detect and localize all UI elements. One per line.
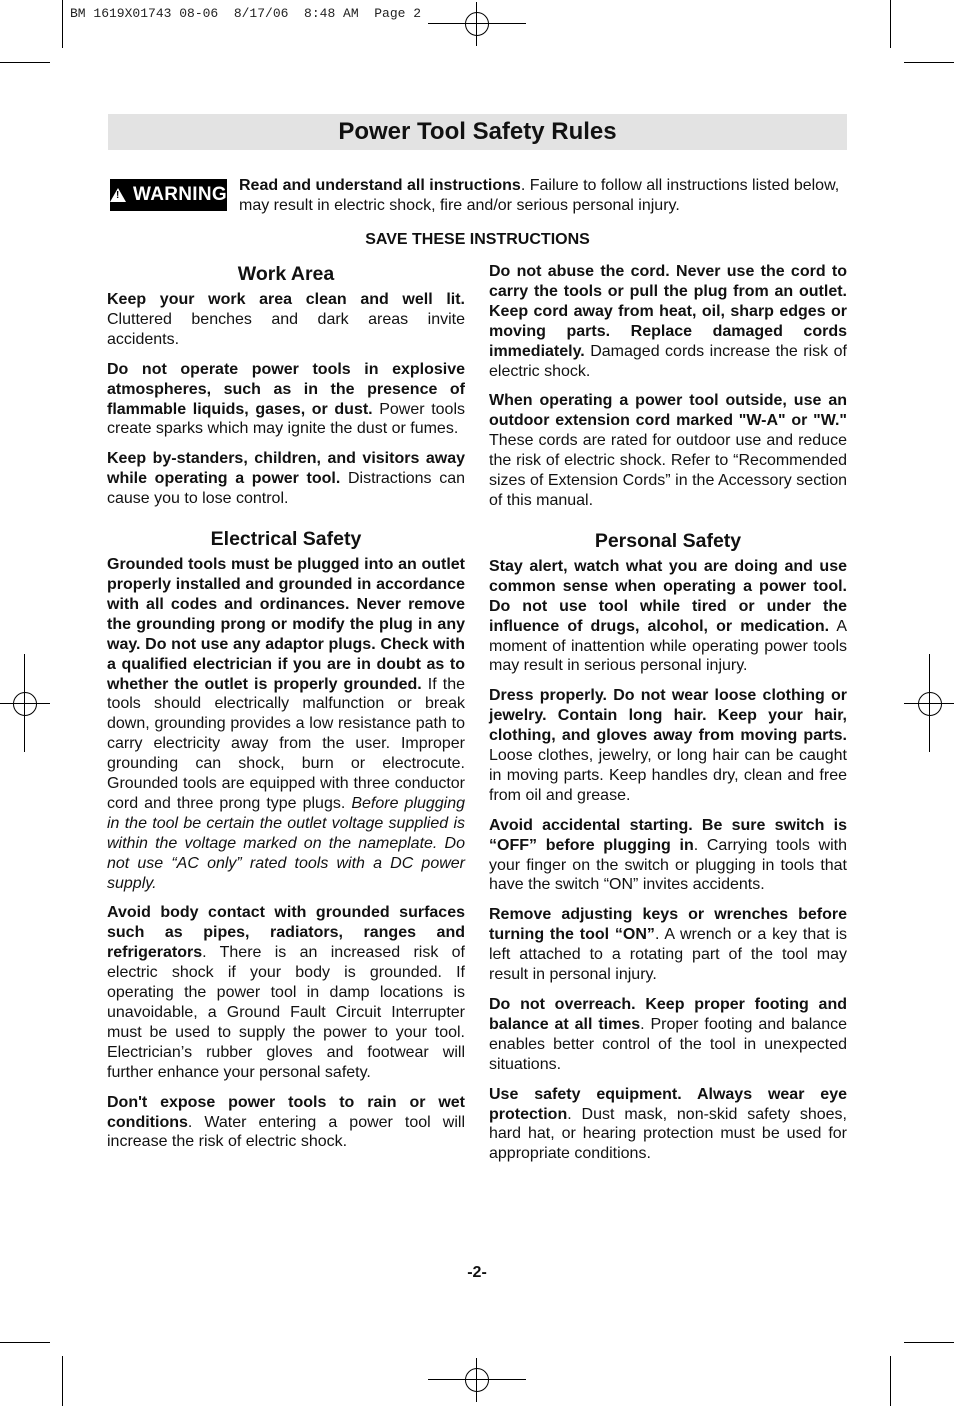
- rule-text: A moment of inattention while operating power tools may result in serious personal injury.: [489, 617, 848, 675]
- registration-line: [476, 1358, 477, 1402]
- paragraph: [107, 903, 465, 1082]
- rule-text: . There is an increased risk of electric shock if your body is grounded. If operating the power tool in damp locations is unavoidable, a Ground Fault Circuit Interrupter must be used to supply the power to your tool. Electrician’s rubber gloves and footwear will further enhance your personal safety.: [107, 944, 465, 1081]
- registration-line: [428, 23, 526, 24]
- paragraph: [489, 557, 847, 676]
- paragraph: [107, 449, 465, 509]
- rule-italic: Before plugging in the tool be certain the outlet voltage supplied is within the voltage marked on the nameplate. Do not use “AC only” rated tools with a DC power supply.: [107, 794, 466, 892]
- page-title: Power Tool Safety Rules: [338, 118, 617, 145]
- warning-triangle-icon: [110, 188, 126, 202]
- rule-bold: Dress properly. Do not wear loose clothing or jewelry. Contain long hair. Keep your hair, clothing, and gloves away from moving parts.: [489, 687, 847, 745]
- rule-text: Loose clothes, jewelry, or long hair can be caught in moving parts. Keep handles dry, clean and free from oil and grease.: [489, 747, 847, 804]
- rule-text: Cluttered benches and dark areas invite accidents.: [107, 310, 465, 348]
- rule-bold: Keep by-standers, children, and visitors away while operating a power tool.: [107, 450, 465, 488]
- rule-bold: Do not operate power tools in explosive atmospheres, such as in the presence of flammable liquids, gases, or dust.: [107, 360, 465, 418]
- warning-intro-text: . Failure to follow all instructions listed below, may result in electric shock, fire and/or serious personal injury.: [239, 177, 840, 214]
- rule-bold: Stay alert, watch what you are doing and use common sense when operating a power tool. Do not use tool while tired or under the influence of drugs, alcohol, or medication.: [489, 557, 847, 635]
- registration-mark-top: [465, 12, 489, 36]
- registration-line: [24, 654, 25, 752]
- rule-bold: Keep your work area clean and well lit.: [107, 291, 465, 308]
- rule-text: Power tools create sparks which may ignite the dust or fumes.: [107, 400, 465, 438]
- rule-text: . Water entering a power tool will increase the risk of electric shock.: [107, 1113, 465, 1151]
- registration-line: [0, 703, 50, 704]
- rule-bold: Use safety equipment. Always wear eye protection: [489, 1085, 847, 1123]
- save-instructions: SAVE THESE INSTRUCTIONS: [365, 231, 590, 248]
- warning-intro: [239, 176, 847, 216]
- registration-line: [929, 654, 930, 752]
- warning-label: WARNING: [133, 184, 227, 205]
- crop-mark: [904, 1342, 954, 1343]
- registration-mark-bottom: [465, 1368, 489, 1392]
- paragraph: [489, 816, 847, 896]
- registration-line: [476, 2, 477, 46]
- crop-mark: [0, 1342, 50, 1343]
- crop-mark: [890, 0, 891, 48]
- section-heading-electrical-safety: Electrical Safety: [210, 528, 362, 551]
- rule-text: . Proper footing and balance enables better control of the tool in unexpected situations.: [489, 1015, 848, 1073]
- crop-mark: [62, 1356, 63, 1406]
- paragraph: [489, 686, 847, 805]
- rule-bold: Do not overreach. Keep proper footing and balance at all times: [489, 996, 847, 1033]
- rule-text: Damaged cords increase the risk of electric shock.: [489, 342, 847, 380]
- crop-mark: [62, 0, 63, 48]
- paragraph: [489, 1085, 847, 1165]
- title-bar: [108, 114, 847, 150]
- crop-mark: [890, 1356, 891, 1406]
- paragraph: [489, 391, 847, 510]
- rule-bold: Avoid accidental starting. Be sure switch is “OFF” before plugging in: [489, 816, 847, 854]
- rule-bold: Don't expose power tools to rain or wet conditions: [107, 1093, 465, 1131]
- rule-text: . A wrench or a key that is left attached to a rotating part of the tool may result in personal injury.: [489, 926, 848, 984]
- crop-mark: [904, 62, 954, 63]
- rule-bold: When operating a power tool outside, use an outdoor extension cord marked "W-A" or "W.": [489, 392, 847, 430]
- section-heading-personal-safety: Personal Safety: [594, 529, 742, 552]
- rule-bold: Remove adjusting keys or wrenches before turning the tool “ON”: [489, 906, 847, 944]
- warning-intro-bold: Read and understand all instructions: [239, 177, 521, 194]
- rule-bold: Avoid body contact with grounded surfaces such as pipes, radiators, ranges and refrigerators: [107, 904, 465, 962]
- paragraph: [107, 1093, 465, 1153]
- paragraph: [489, 905, 847, 985]
- rule-text: . Carrying tools with your finger on the switch or plugging in tools that have the switch “ON” invites accidents.: [489, 836, 847, 894]
- paragraph: [489, 262, 847, 381]
- registration-mark-left: [13, 692, 37, 716]
- left-column: [107, 262, 465, 1162]
- crop-mark: [0, 62, 50, 63]
- print-header: BM 1619X01743 08-06 8/17/06 8:48 AM Page 2: [70, 6, 422, 21]
- warning-badge: [110, 179, 227, 211]
- rule-bold: Grounded tools must be plugged into an outlet properly installed and grounded in accordance with all codes and ordinances. Never remove the grounding prong or modify the plug in any way. Do not use any adaptor plugs. Check with a qualified electrician if you are in doubt as to whether the outlet is properly grounded.: [107, 556, 465, 693]
- rule-text: . Dust mask, non-skid safety shoes, hard hat, or hearing protection must be used for appropriate conditions.: [489, 1105, 847, 1163]
- rule-bold: Do not abuse the cord. Never use the cord to carry the tools or pull the plug from an outlet. Keep cord away from heat, oil, sharp edges or moving parts. Replace damaged cords immediately.: [489, 263, 847, 360]
- paragraph: [107, 290, 465, 350]
- right-column: [489, 262, 847, 1174]
- paragraph: [107, 360, 465, 440]
- paragraph: [489, 995, 847, 1075]
- paragraph: [107, 555, 465, 893]
- section-heading-work-area: Work Area: [237, 263, 335, 285]
- rule-text: If the tools should electrically malfunction or break down, grounding provides a low resistance path to carry electricity away from the user. Improper grounding can shock, burn or electrocute. Grounded tools are equipped with three conductor cord and three prong type plugs.: [107, 675, 465, 812]
- rule-text: Distractions can cause you to lose control.: [107, 470, 465, 508]
- registration-line: [428, 1379, 526, 1380]
- page-number: -2-: [467, 1264, 487, 1281]
- rule-text: These cords are rated for outdoor use and reduce the risk of electric shock. Refer to “Recommended sizes of Extension Cords” in the Accessory section of this manual.: [489, 432, 847, 509]
- registration-mark-right: [918, 692, 942, 716]
